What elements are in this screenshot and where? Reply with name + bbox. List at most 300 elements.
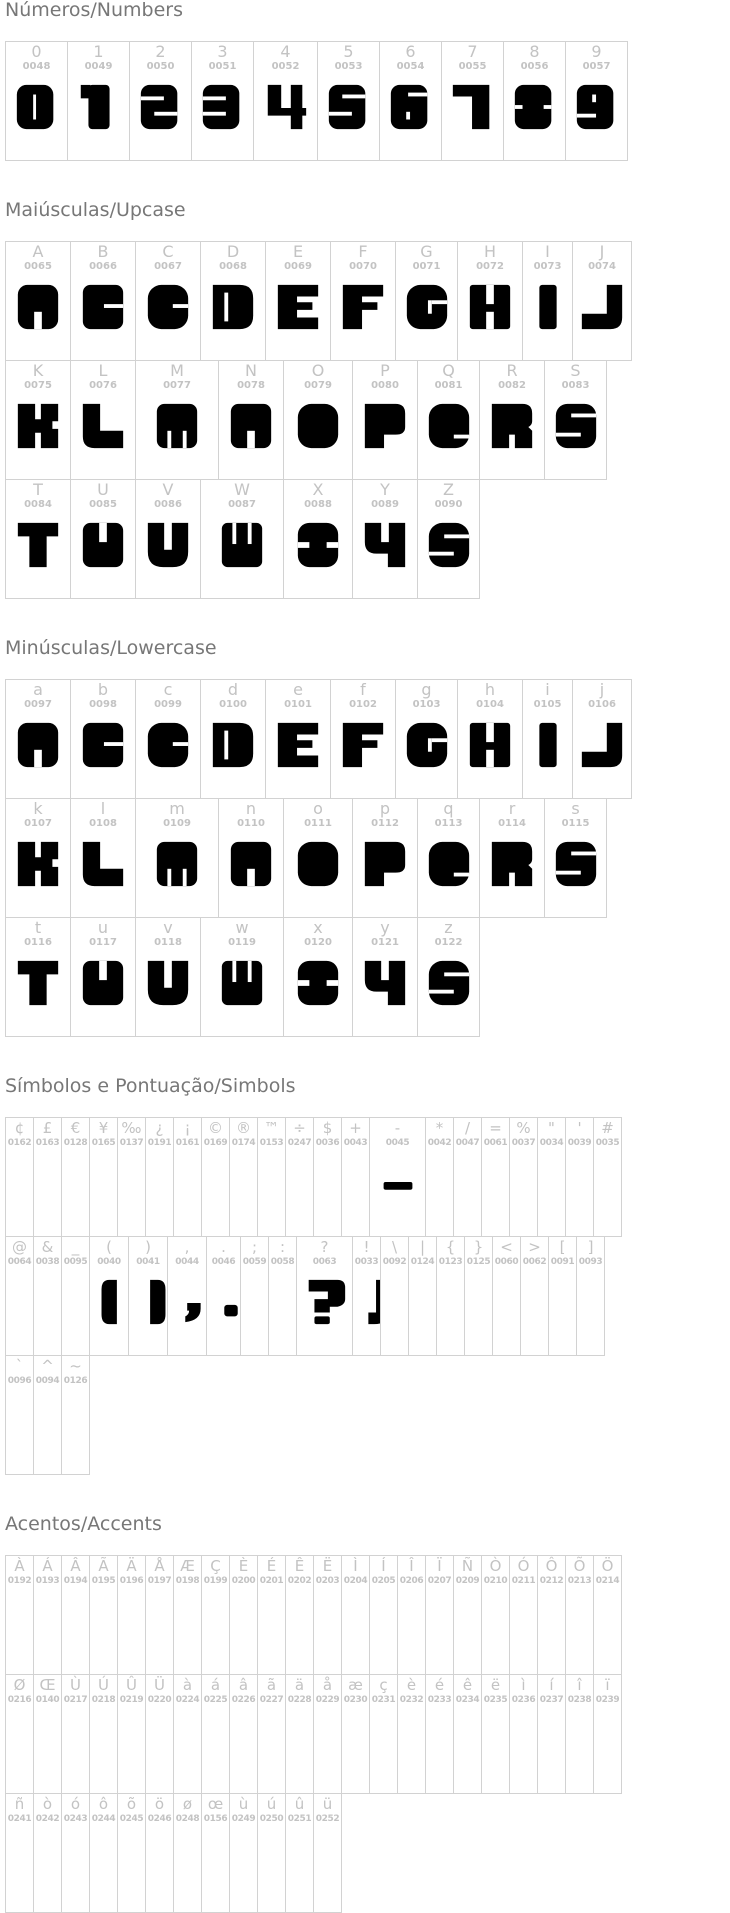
glyph-cell — [5, 1674, 34, 1794]
glyph-code: 0070 — [349, 261, 377, 272]
glyph-code: 0056 — [520, 61, 549, 72]
glyph-cell — [200, 917, 284, 1037]
glyph-cell — [145, 1555, 174, 1675]
glyph-code: 0105 — [533, 699, 562, 710]
glyph-character: £ — [42, 1119, 53, 1137]
glyph-cell — [89, 1793, 118, 1913]
glyph-cell — [537, 1674, 566, 1794]
glyph-cell — [135, 241, 201, 361]
glyph-character: W — [234, 480, 250, 499]
glyph-cell — [425, 1117, 454, 1237]
glyph-code: 0063 — [312, 1257, 337, 1267]
glyph-character: f — [360, 680, 366, 699]
glyph-character: à — [182, 1676, 193, 1694]
symbols-row — [5, 1355, 89, 1475]
glyph-character: D — [226, 242, 240, 261]
glyph-cell — [201, 1117, 230, 1237]
glyph-cell — [503, 41, 566, 161]
glyph-character: á — [210, 1676, 221, 1694]
glyph-cell — [173, 1117, 202, 1237]
glyph-num-4-icon — [262, 83, 310, 131]
glyph-cell — [5, 798, 71, 918]
glyph-cell — [5, 1236, 34, 1356]
glyph-character: É — [266, 1557, 277, 1575]
glyph-code: 0124 — [410, 1257, 435, 1267]
glyph-code: 0072 — [476, 261, 504, 272]
glyph-character: â — [238, 1676, 249, 1694]
glyph-cell — [135, 360, 219, 480]
glyph-cell — [229, 1555, 258, 1675]
glyph-code: 0108 — [89, 818, 117, 829]
glyph-j-icon — [578, 283, 626, 331]
glyph-character: ) — [145, 1238, 151, 1256]
glyph-num-6-icon — [387, 83, 435, 131]
glyph-character: N — [245, 361, 257, 380]
glyph-character: Ü — [154, 1676, 165, 1694]
glyph-j-icon — [578, 721, 626, 769]
glyph-character: Q — [442, 361, 455, 380]
glyph-cell — [201, 1555, 230, 1675]
glyph-character: } — [473, 1238, 484, 1256]
glyph-character: & — [41, 1238, 54, 1256]
glyph-code: 0088 — [304, 499, 332, 510]
glyph-cell — [565, 1117, 594, 1237]
glyph-character: q — [443, 799, 454, 818]
glyph-cell — [313, 1117, 342, 1237]
glyph-code: 0059 — [242, 1257, 267, 1267]
section-title-symbols: Símbolos e Pontuação/Simbols — [5, 1075, 296, 1097]
glyph-code: 0089 — [371, 499, 399, 510]
glyph-d-icon — [209, 721, 257, 769]
glyph-character: V — [162, 480, 174, 499]
glyph-code: 0214 — [595, 1576, 620, 1586]
glyph-character: é — [434, 1676, 445, 1694]
glyph-code: 0080 — [371, 380, 399, 391]
glyph-code: 0140 — [35, 1695, 60, 1705]
glyph-character: ( — [106, 1238, 112, 1256]
glyph-o-icon — [294, 840, 342, 888]
glyph-w-icon — [218, 959, 266, 1007]
glyph-code: 0162 — [7, 1138, 32, 1148]
glyph-cell — [593, 1117, 622, 1237]
glyph-code: 0037 — [511, 1138, 536, 1148]
glyph-code: 0236 — [511, 1695, 536, 1705]
glyph-character: ~ — [69, 1357, 82, 1375]
glyph-cell — [285, 1117, 314, 1237]
glyph-code: 0106 — [588, 699, 616, 710]
glyph-character: ì — [521, 1676, 526, 1694]
glyph-character: © — [208, 1119, 223, 1137]
glyph-character: Á — [42, 1557, 53, 1575]
glyph-code: 0067 — [154, 261, 182, 272]
glyph-cell — [61, 1555, 90, 1675]
glyph-question-icon — [301, 1278, 349, 1326]
glyph-code: 0119 — [228, 937, 256, 948]
glyph-code: 0217 — [63, 1695, 88, 1705]
glyph-cell — [145, 1793, 174, 1913]
glyph-code: 0036 — [315, 1138, 340, 1148]
glyph-e-icon — [274, 283, 322, 331]
section-title-lowercase: Minúsculas/Lowercase — [5, 637, 217, 659]
glyph-character: ® — [236, 1119, 251, 1137]
glyph-code: 0123 — [438, 1257, 463, 1267]
glyph-character: ! — [363, 1238, 370, 1256]
glyph-cell — [145, 1117, 174, 1237]
glyph-cell — [70, 679, 136, 799]
glyph-cell — [341, 1674, 370, 1794]
glyph-code: 0049 — [84, 61, 113, 72]
glyph-code: 0243 — [63, 1814, 88, 1824]
glyph-cell — [565, 41, 628, 161]
glyph-character: 9 — [591, 42, 602, 61]
glyph-character: h — [484, 680, 496, 699]
glyph-b-icon — [79, 721, 127, 769]
glyph-character: L — [98, 361, 108, 380]
glyph-x-icon — [294, 959, 342, 1007]
glyph-cell — [341, 1117, 370, 1237]
glyph-code: 0219 — [119, 1695, 144, 1705]
glyph-cell — [240, 1236, 269, 1356]
glyph-character: . — [221, 1238, 226, 1256]
glyph-character: î — [577, 1676, 582, 1694]
glyph-character: 6 — [405, 42, 416, 61]
glyph-code: 0075 — [24, 380, 52, 391]
glyph-code: 0246 — [147, 1814, 172, 1824]
glyph-code: 0050 — [146, 61, 175, 72]
glyph-character: Ô — [545, 1557, 558, 1575]
glyph-cell — [341, 1555, 370, 1675]
glyph-code: 0117 — [89, 937, 117, 948]
glyph-cell — [572, 679, 632, 799]
lowercase-row — [5, 679, 631, 799]
glyph-x-icon — [294, 521, 342, 569]
glyph-cell — [317, 41, 380, 161]
glyph-cell — [395, 241, 458, 361]
glyph-character: O — [311, 361, 325, 380]
glyph-code: 0112 — [371, 818, 399, 829]
glyph-cell — [479, 360, 545, 480]
glyph-code: 0113 — [434, 818, 463, 829]
glyph-character: G — [420, 242, 433, 261]
glyph-code: 0097 — [24, 699, 52, 710]
glyph-character: ï — [605, 1676, 610, 1694]
glyph-code: 0201 — [259, 1576, 284, 1586]
glyph-cell — [61, 1355, 90, 1475]
glyph-character: R — [506, 361, 518, 380]
glyph-character: ¥ — [98, 1119, 109, 1137]
glyph-p-icon — [361, 840, 409, 888]
glyph-code: 0115 — [561, 818, 590, 829]
glyph-cell — [61, 1117, 90, 1237]
glyph-cell — [453, 1555, 482, 1675]
glyph-character: ? — [320, 1238, 329, 1256]
glyph-character: X — [312, 480, 324, 499]
glyph-n-icon — [227, 402, 275, 450]
glyph-code: 0224 — [175, 1695, 200, 1705]
glyph-code: 0084 — [24, 499, 52, 510]
glyph-cell — [145, 1674, 174, 1794]
glyph-character: ' — [577, 1119, 582, 1137]
glyph-cell — [285, 1793, 314, 1913]
glyph-cell — [33, 1555, 62, 1675]
glyph-character: v — [163, 918, 173, 937]
glyph-g-icon — [403, 283, 451, 331]
glyph-cell — [453, 1117, 482, 1237]
glyph-cell — [565, 1674, 594, 1794]
glyph-code: 0116 — [24, 937, 52, 948]
glyph-num-8-icon — [511, 83, 559, 131]
glyph-character: ¿ — [155, 1119, 164, 1137]
glyph-cell — [453, 1674, 482, 1794]
glyph-code: 0100 — [219, 699, 247, 710]
glyph-comma-icon — [168, 1278, 207, 1326]
glyph-character: ù — [238, 1795, 249, 1813]
glyph-cell — [201, 1674, 230, 1794]
glyph-code: 0125 — [466, 1257, 491, 1267]
glyph-code: 0058 — [270, 1257, 295, 1267]
glyph-code: 0121 — [371, 937, 399, 948]
glyph-m-icon — [153, 840, 201, 888]
glyph-code: 0252 — [315, 1814, 340, 1824]
glyph-character: € — [70, 1119, 81, 1137]
glyph-code: 0079 — [304, 380, 332, 391]
glyph-exclamation-icon — [353, 1278, 381, 1326]
glyph-code: 0042 — [427, 1138, 452, 1148]
glyph-cell — [89, 1555, 118, 1675]
glyph-character: æ — [348, 1676, 363, 1694]
glyph-character: p — [379, 799, 391, 818]
glyph-character: B — [97, 242, 109, 261]
glyph-cell — [352, 798, 418, 918]
glyph-character: Ä — [126, 1557, 137, 1575]
glyph-code: 0238 — [567, 1695, 592, 1705]
glyph-f-icon — [339, 721, 387, 769]
glyph-code: 0083 — [561, 380, 590, 391]
glyph-cell — [352, 360, 418, 480]
glyph-code: 0035 — [595, 1138, 620, 1148]
glyph-num-9-icon — [573, 83, 621, 131]
glyph-cell — [129, 41, 192, 161]
glyph-character: ÷ — [293, 1119, 306, 1137]
glyph-code: 0091 — [550, 1257, 575, 1267]
glyph-code: 0227 — [259, 1695, 284, 1705]
glyph-character: M — [170, 361, 184, 380]
glyph-character: ò — [42, 1795, 53, 1813]
glyph-code: 0081 — [434, 380, 463, 391]
glyph-character: r — [508, 799, 516, 818]
glyph-character: y — [380, 918, 390, 937]
glyph-code: 0220 — [147, 1695, 172, 1705]
glyph-p-icon — [361, 402, 409, 450]
glyph-code: 0211 — [511, 1576, 536, 1586]
glyph-cell — [369, 1555, 398, 1675]
glyph-character: l — [100, 799, 106, 818]
glyph-code: 0082 — [498, 380, 526, 391]
glyph-hyphen-icon — [374, 1159, 422, 1207]
glyph-code: 0126 — [63, 1376, 88, 1386]
glyph-code: 0206 — [399, 1576, 424, 1586]
glyph-q-icon — [425, 402, 473, 450]
glyph-character: 7 — [467, 42, 478, 61]
glyph-cell — [481, 1555, 510, 1675]
glyph-character: c — [163, 680, 173, 699]
glyph-cell — [229, 1793, 258, 1913]
glyph-character: ú — [266, 1795, 277, 1813]
glyph-character: Ã — [98, 1557, 109, 1575]
glyph-character: U — [97, 480, 109, 499]
glyph-z-icon — [425, 959, 473, 1007]
glyph-character: g — [421, 680, 432, 699]
glyph-character: Å — [154, 1557, 165, 1575]
glyph-cell — [70, 479, 136, 599]
glyph-character: ø — [182, 1795, 193, 1813]
glyph-code: 0104 — [476, 699, 504, 710]
glyph-cell — [395, 679, 458, 799]
glyph-cell — [379, 41, 442, 161]
glyph-cell — [417, 479, 480, 599]
glyph-character: 2 — [155, 42, 166, 61]
glyph-cell — [229, 1117, 258, 1237]
glyph-h-icon — [466, 283, 514, 331]
glyph-code: 0093 — [578, 1257, 603, 1267]
glyph-character: t — [34, 918, 42, 937]
glyph-character: $ — [322, 1119, 333, 1137]
glyph-character: / — [464, 1119, 471, 1137]
glyph-i-icon — [524, 721, 572, 769]
glyph-num-5-icon — [325, 83, 373, 131]
glyph-character: ô — [98, 1795, 109, 1813]
glyph-cell — [33, 1117, 62, 1237]
glyph-character: Ø — [13, 1676, 26, 1694]
glyph-code: 0161 — [175, 1138, 200, 1148]
glyph-character: H — [483, 242, 497, 261]
glyph-cell — [257, 1555, 286, 1675]
glyph-code: 0250 — [259, 1814, 284, 1824]
glyph-character: + — [349, 1119, 362, 1137]
glyph-code: 0086 — [154, 499, 182, 510]
glyph-code: 0118 — [154, 937, 182, 948]
glyph-code: 0094 — [35, 1376, 60, 1386]
glyph-cell — [268, 1236, 297, 1356]
glyph-character: û — [294, 1795, 305, 1813]
glyph-code: 0204 — [343, 1576, 368, 1586]
glyph-character: Ú — [98, 1676, 109, 1694]
glyph-character: 1 — [93, 42, 104, 61]
glyph-cell — [265, 679, 331, 799]
glyph-code: 0099 — [154, 699, 182, 710]
glyph-character: ü — [322, 1795, 333, 1813]
glyph-e-icon — [274, 721, 322, 769]
glyph-code: 0232 — [399, 1695, 424, 1705]
glyph-code: 0209 — [455, 1576, 480, 1586]
glyph-cell — [70, 241, 136, 361]
glyph-character: Ê — [294, 1557, 305, 1575]
symbols-row — [5, 1236, 604, 1356]
glyph-v-icon — [144, 959, 192, 1007]
glyph-character: ` — [15, 1357, 24, 1375]
glyph-code: 0044 — [175, 1257, 199, 1267]
glyph-cell — [457, 679, 523, 799]
glyph-b-icon — [79, 283, 127, 331]
glyph-character: % — [516, 1119, 531, 1137]
glyph-character: ] — [587, 1238, 594, 1256]
glyph-character: = — [489, 1119, 502, 1137]
glyph-code: 0137 — [119, 1138, 144, 1148]
glyph-l-icon — [79, 840, 127, 888]
glyph-cell — [89, 1674, 118, 1794]
glyph-code: 0248 — [175, 1814, 200, 1824]
glyph-m-icon — [153, 402, 201, 450]
glyph-code: 0239 — [595, 1695, 620, 1705]
glyph-code: 0229 — [315, 1695, 340, 1705]
glyph-character: å — [322, 1676, 333, 1694]
glyph-period-icon — [207, 1278, 241, 1326]
glyph-code: 0092 — [382, 1257, 407, 1267]
glyph-code: 0163 — [35, 1138, 60, 1148]
glyph-code: 0051 — [208, 61, 237, 72]
glyph-num-7-icon — [449, 83, 497, 131]
glyph-cell — [283, 479, 353, 599]
glyph-i-icon — [524, 283, 572, 331]
glyph-code: 0087 — [228, 499, 256, 510]
glyph-code: 0218 — [91, 1695, 116, 1705]
glyph-code: 0041 — [136, 1257, 160, 1267]
glyph-cell — [5, 241, 71, 361]
glyph-character: 0 — [31, 42, 42, 61]
glyph-character: ™ — [264, 1119, 279, 1137]
glyph-character: Æ — [180, 1557, 195, 1575]
glyph-code: 0237 — [539, 1695, 564, 1705]
glyph-code: 0103 — [412, 699, 441, 710]
glyph-cell — [191, 41, 254, 161]
glyph-cell — [408, 1236, 437, 1356]
glyph-character: Z — [443, 480, 454, 499]
glyph-cell — [313, 1793, 342, 1913]
glyph-cell — [352, 479, 418, 599]
glyph-cell — [572, 241, 632, 361]
glyph-code: 0226 — [231, 1695, 256, 1705]
glyph-code: 0165 — [91, 1138, 116, 1148]
glyph-code: 0203 — [315, 1576, 340, 1586]
section-title-upcase: Maiúsculas/Upcase — [5, 199, 186, 221]
glyph-character: x — [313, 918, 323, 937]
glyph-character: d — [227, 680, 239, 699]
glyph-character: # — [601, 1119, 614, 1137]
glyph-cell — [117, 1793, 146, 1913]
glyph-cell — [425, 1674, 454, 1794]
glyph-cell — [253, 41, 318, 161]
glyph-cell — [33, 1674, 62, 1794]
glyph-code: 0068 — [219, 261, 247, 272]
glyph-z-icon — [425, 521, 473, 569]
glyph-code: 0198 — [175, 1576, 200, 1586]
glyph-cell — [520, 1236, 549, 1356]
glyph-character: í — [549, 1676, 554, 1694]
glyph-character: ^ — [41, 1357, 54, 1375]
numbers-row — [5, 41, 627, 161]
glyph-character: Ó — [517, 1557, 530, 1575]
glyph-code: 0230 — [343, 1695, 368, 1705]
glyph-character: i — [545, 680, 550, 699]
glyph-character: ö — [154, 1795, 165, 1813]
glyph-character: À — [14, 1557, 25, 1575]
glyph-character: 5 — [343, 42, 354, 61]
glyph-cell — [397, 1555, 426, 1675]
glyph-character: , — [184, 1238, 190, 1256]
glyph-cell — [509, 1117, 538, 1237]
glyph-character: Ñ — [461, 1557, 474, 1575]
glyph-code: 0156 — [203, 1814, 228, 1824]
